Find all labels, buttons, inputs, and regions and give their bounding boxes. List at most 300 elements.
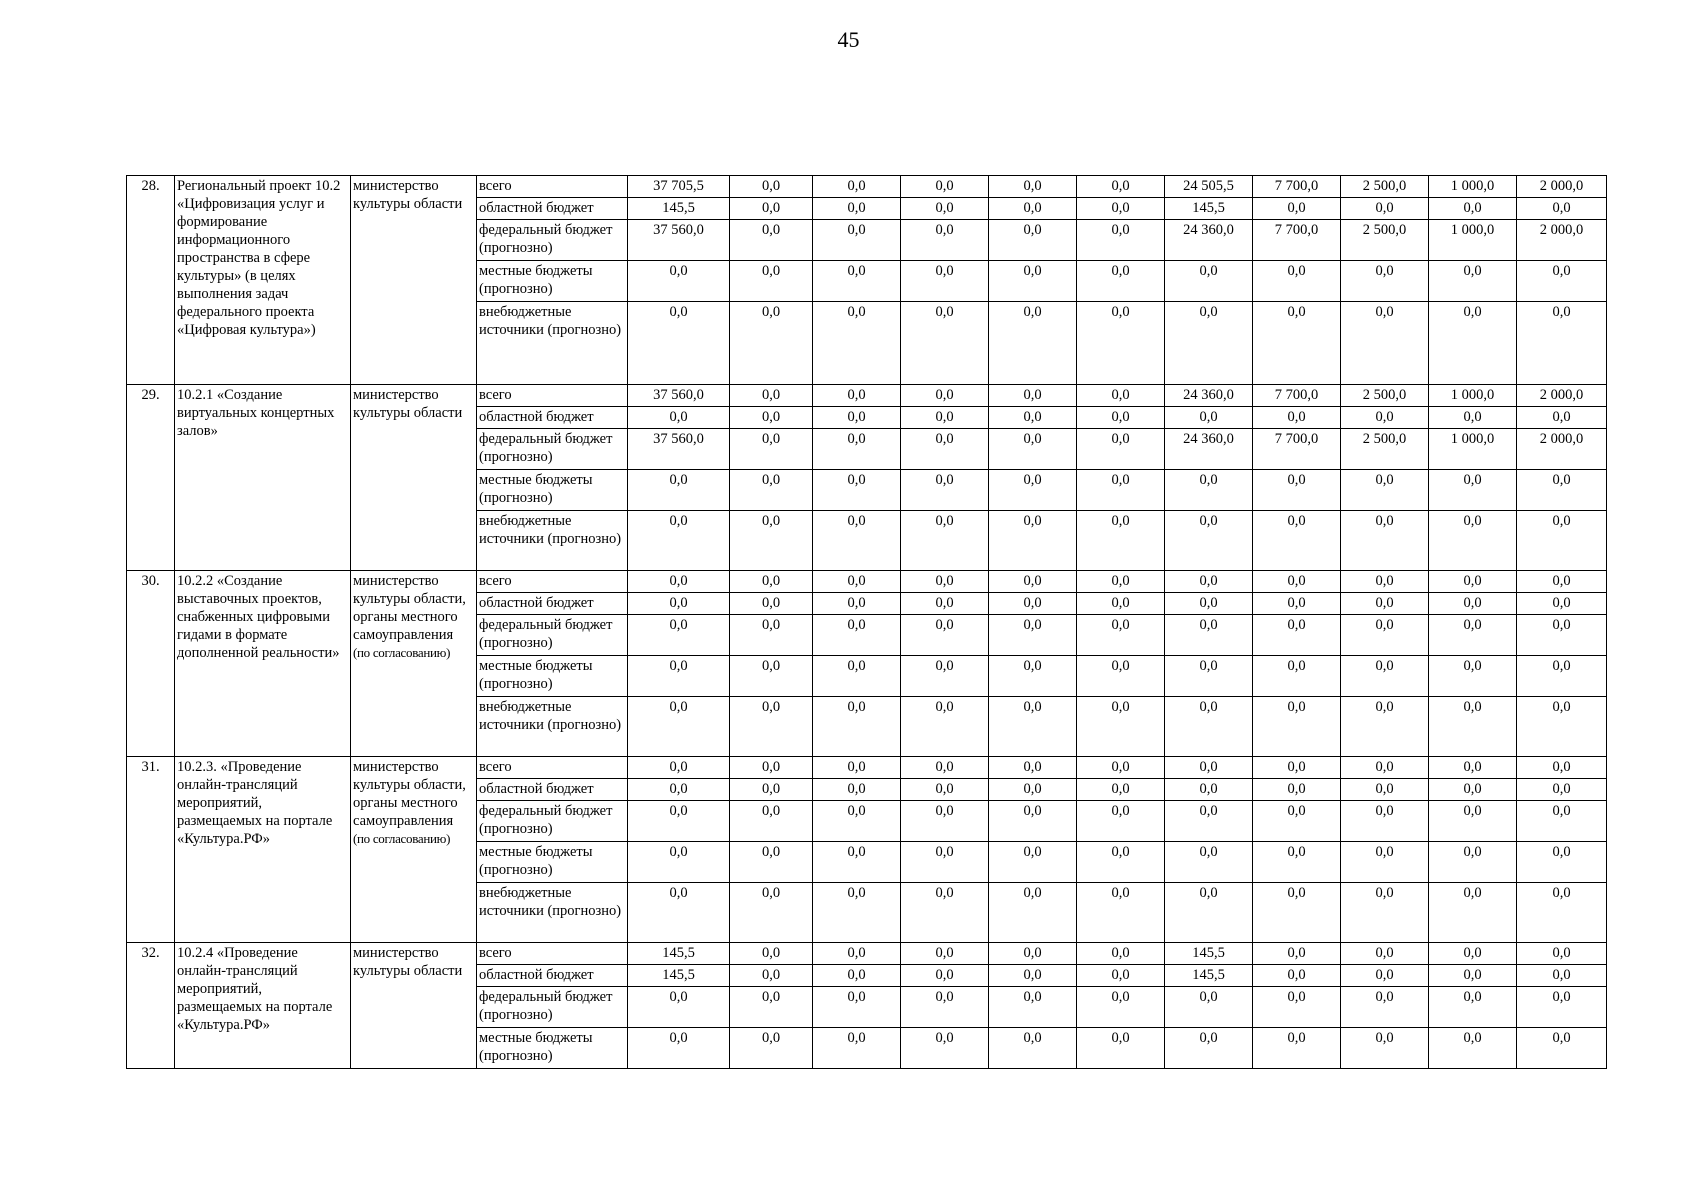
- funding-source: внебюджетные источники (прогнозно): [477, 511, 628, 571]
- funding-value: 0,0: [1077, 385, 1165, 407]
- funding-value: 0,0: [730, 801, 813, 842]
- funding-value: 7 700,0: [1253, 176, 1341, 198]
- funding-value: 0,0: [730, 176, 813, 198]
- funding-value: 0,0: [628, 407, 730, 429]
- funding-value: 0,0: [989, 261, 1077, 302]
- funding-source: всего: [477, 571, 628, 593]
- funding-value: 0,0: [730, 697, 813, 757]
- funding-value: 0,0: [730, 198, 813, 220]
- funding-value: 0,0: [1341, 965, 1429, 987]
- funding-value: 0,0: [1253, 697, 1341, 757]
- funding-value: 0,0: [628, 593, 730, 615]
- funding-value: 0,0: [1341, 801, 1429, 842]
- funding-value: 0,0: [901, 302, 989, 385]
- funding-value: 0,0: [1077, 220, 1165, 261]
- funding-value: 0,0: [901, 220, 989, 261]
- funding-value: 0,0: [901, 593, 989, 615]
- funding-value: 0,0: [1517, 1028, 1607, 1069]
- funding-value: 0,0: [730, 757, 813, 779]
- funding-value: 0,0: [1165, 1028, 1253, 1069]
- funding-value: 0,0: [1253, 943, 1341, 965]
- funding-value: 0,0: [1341, 883, 1429, 943]
- funding-source: федеральный бюджет (прогнозно): [477, 987, 628, 1028]
- funding-value: 0,0: [901, 261, 989, 302]
- funding-value: 0,0: [989, 470, 1077, 511]
- funding-value: 0,0: [730, 987, 813, 1028]
- funding-value: 0,0: [989, 302, 1077, 385]
- funding-value: 0,0: [1341, 261, 1429, 302]
- funding-value: 0,0: [730, 656, 813, 697]
- funding-value: 0,0: [1517, 842, 1607, 883]
- funding-value: 0,0: [989, 697, 1077, 757]
- funding-value: 0,0: [628, 571, 730, 593]
- funding-value: 0,0: [989, 220, 1077, 261]
- funding-value: 0,0: [989, 943, 1077, 965]
- funding-source: федеральный бюджет (прогнозно): [477, 801, 628, 842]
- funding-value: 0,0: [989, 198, 1077, 220]
- funding-value: 0,0: [1165, 656, 1253, 697]
- funding-value: 0,0: [901, 779, 989, 801]
- funding-source: местные бюджеты (прогнозно): [477, 470, 628, 511]
- funding-value: 0,0: [1341, 656, 1429, 697]
- item-number: 31.: [127, 757, 175, 943]
- funding-value: 0,0: [813, 842, 901, 883]
- funding-value: 0,0: [628, 779, 730, 801]
- table-row: [127, 757, 1607, 779]
- funding-value: 0,0: [1429, 943, 1517, 965]
- funding-value: 145,5: [1165, 198, 1253, 220]
- funding-value: 0,0: [1077, 511, 1165, 571]
- funding-value: 0,0: [901, 801, 989, 842]
- funding-value: 0,0: [1429, 470, 1517, 511]
- funding-value: 0,0: [989, 615, 1077, 656]
- funding-value: 0,0: [1077, 198, 1165, 220]
- funding-value: 0,0: [813, 176, 901, 198]
- funding-value: 1 000,0: [1429, 429, 1517, 470]
- funding-source: всего: [477, 176, 628, 198]
- funding-value: 0,0: [730, 615, 813, 656]
- funding-value: 0,0: [989, 779, 1077, 801]
- funding-value: 0,0: [1253, 571, 1341, 593]
- funding-value: 0,0: [813, 470, 901, 511]
- item-number: 28.: [127, 176, 175, 385]
- funding-value: 0,0: [1253, 1028, 1341, 1069]
- responsible-note: (по согласованию): [353, 831, 451, 846]
- funding-value: 0,0: [989, 593, 1077, 615]
- funding-value: 0,0: [628, 1028, 730, 1069]
- funding-value: 0,0: [1253, 511, 1341, 571]
- funding-value: 0,0: [1077, 943, 1165, 965]
- funding-value: 0,0: [989, 656, 1077, 697]
- funding-value: 0,0: [730, 593, 813, 615]
- funding-value: 0,0: [730, 302, 813, 385]
- funding-value: 0,0: [628, 511, 730, 571]
- funding-value: 0,0: [901, 757, 989, 779]
- funding-value: 0,0: [1077, 470, 1165, 511]
- funding-value: 0,0: [730, 407, 813, 429]
- funding-value: 0,0: [813, 1028, 901, 1069]
- funding-value: 0,0: [1165, 779, 1253, 801]
- funding-source: местные бюджеты (прогнозно): [477, 1028, 628, 1069]
- funding-value: 0,0: [1165, 842, 1253, 883]
- funding-value: 37 560,0: [628, 429, 730, 470]
- funding-value: 0,0: [813, 801, 901, 842]
- funding-value: 145,5: [1165, 943, 1253, 965]
- funding-value: 0,0: [1077, 593, 1165, 615]
- funding-value: 0,0: [989, 987, 1077, 1028]
- funding-value: 0,0: [628, 883, 730, 943]
- responsible-executor: [351, 385, 477, 571]
- funding-value: 0,0: [1077, 842, 1165, 883]
- funding-value: 37 560,0: [628, 385, 730, 407]
- funding-value: 0,0: [1517, 656, 1607, 697]
- funding-value: 0,0: [1429, 842, 1517, 883]
- funding-value: 24 360,0: [1165, 385, 1253, 407]
- funding-value: 0,0: [813, 615, 901, 656]
- funding-value: 1 000,0: [1429, 385, 1517, 407]
- funding-value: 0,0: [628, 261, 730, 302]
- funding-value: 0,0: [989, 176, 1077, 198]
- funding-value: 0,0: [989, 511, 1077, 571]
- funding-value: 0,0: [1165, 511, 1253, 571]
- responsible-text: министерство культуры области: [353, 945, 463, 979]
- funding-source: всего: [477, 757, 628, 779]
- funding-value: 0,0: [901, 429, 989, 470]
- funding-value: 0,0: [628, 697, 730, 757]
- funding-value: 0,0: [1077, 801, 1165, 842]
- responsible-text: министерство культуры области: [353, 178, 463, 212]
- activity-name: 10.2.4 «Проведение онлайн-трансляций мероприятий, размещаемых на портале «Культура.РФ»: [175, 943, 351, 1069]
- funding-value: 0,0: [1253, 302, 1341, 385]
- funding-value: 0,0: [730, 220, 813, 261]
- funding-value: 0,0: [1429, 1028, 1517, 1069]
- funding-value: 2 500,0: [1341, 176, 1429, 198]
- funding-source: местные бюджеты (прогнозно): [477, 842, 628, 883]
- funding-value: 0,0: [1517, 757, 1607, 779]
- funding-value: 0,0: [1165, 571, 1253, 593]
- activity-name: Региональный проект 10.2 «Цифровизация услуг и формирование информационного пространства в сфере культуры» (в целях выполнения задач федерального проекта «Цифровая культура»): [175, 176, 351, 385]
- funding-value: 0,0: [813, 571, 901, 593]
- funding-value: 0,0: [1253, 883, 1341, 943]
- funding-source: федеральный бюджет (прогнозно): [477, 220, 628, 261]
- funding-value: 0,0: [1165, 261, 1253, 302]
- table-row: [127, 571, 1607, 593]
- funding-value: 0,0: [1077, 571, 1165, 593]
- funding-value: 0,0: [1077, 883, 1165, 943]
- funding-value: 0,0: [1253, 593, 1341, 615]
- funding-value: 2 000,0: [1517, 429, 1607, 470]
- funding-value: 0,0: [1253, 261, 1341, 302]
- funding-value: 0,0: [1429, 987, 1517, 1028]
- funding-source: областной бюджет: [477, 593, 628, 615]
- funding-value: 0,0: [1517, 511, 1607, 571]
- funding-value: 0,0: [1429, 779, 1517, 801]
- funding-value: 145,5: [628, 943, 730, 965]
- funding-value: 2 500,0: [1341, 385, 1429, 407]
- funding-value: 24 360,0: [1165, 429, 1253, 470]
- funding-value: 0,0: [628, 801, 730, 842]
- funding-value: 0,0: [1341, 757, 1429, 779]
- funding-value: 0,0: [1341, 407, 1429, 429]
- funding-source: местные бюджеты (прогнозно): [477, 656, 628, 697]
- funding-value: 0,0: [1517, 302, 1607, 385]
- funding-value: 0,0: [730, 842, 813, 883]
- funding-value: 0,0: [1077, 302, 1165, 385]
- item-number: 32.: [127, 943, 175, 1069]
- funding-source: областной бюджет: [477, 407, 628, 429]
- funding-value: 0,0: [813, 198, 901, 220]
- responsible-text: министерство культуры области: [353, 387, 463, 421]
- funding-source: внебюджетные источники (прогнозно): [477, 883, 628, 943]
- item-number: 29.: [127, 385, 175, 571]
- activity-name: 10.2.1 «Создание виртуальных концертных залов»: [175, 385, 351, 571]
- funding-value: 0,0: [989, 407, 1077, 429]
- funding-value: 0,0: [730, 571, 813, 593]
- funding-value: 0,0: [989, 883, 1077, 943]
- funding-value: 145,5: [628, 965, 730, 987]
- funding-value: 0,0: [1165, 697, 1253, 757]
- funding-value: 0,0: [1253, 615, 1341, 656]
- table-body: [127, 176, 1607, 1069]
- funding-value: 0,0: [1341, 615, 1429, 656]
- funding-source: федеральный бюджет (прогнозно): [477, 615, 628, 656]
- funding-value: 0,0: [628, 302, 730, 385]
- funding-value: 0,0: [1429, 883, 1517, 943]
- funding-value: 0,0: [813, 220, 901, 261]
- funding-value: 0,0: [989, 385, 1077, 407]
- funding-value: 0,0: [1341, 198, 1429, 220]
- funding-value: 0,0: [1253, 198, 1341, 220]
- table-row: [127, 385, 1607, 407]
- funding-value: 0,0: [1517, 779, 1607, 801]
- funding-value: 0,0: [1341, 987, 1429, 1028]
- funding-value: 0,0: [1341, 779, 1429, 801]
- funding-value: 0,0: [1341, 302, 1429, 385]
- funding-value: 0,0: [1253, 987, 1341, 1028]
- funding-value: 0,0: [813, 943, 901, 965]
- funding-value: 2 500,0: [1341, 429, 1429, 470]
- funding-value: 24 360,0: [1165, 220, 1253, 261]
- funding-value: 0,0: [730, 511, 813, 571]
- funding-value: 0,0: [1429, 965, 1517, 987]
- funding-value: 0,0: [1253, 965, 1341, 987]
- funding-value: 0,0: [1517, 697, 1607, 757]
- funding-value: 0,0: [1341, 571, 1429, 593]
- funding-value: 0,0: [1517, 965, 1607, 987]
- funding-value: 145,5: [1165, 965, 1253, 987]
- funding-value: 0,0: [813, 883, 901, 943]
- funding-value: 2 000,0: [1517, 220, 1607, 261]
- funding-value: 0,0: [1341, 697, 1429, 757]
- funding-value: 0,0: [901, 385, 989, 407]
- funding-value: 0,0: [901, 176, 989, 198]
- funding-value: 0,0: [1341, 511, 1429, 571]
- funding-value: 0,0: [1429, 697, 1517, 757]
- funding-value: 0,0: [1517, 801, 1607, 842]
- funding-value: 0,0: [1429, 407, 1517, 429]
- funding-value: 0,0: [1517, 883, 1607, 943]
- funding-value: 0,0: [1077, 176, 1165, 198]
- funding-value: 0,0: [989, 842, 1077, 883]
- funding-source: федеральный бюджет (прогнозно): [477, 429, 628, 470]
- funding-value: 0,0: [901, 697, 989, 757]
- funding-value: 0,0: [813, 593, 901, 615]
- funding-value: 2 000,0: [1517, 176, 1607, 198]
- funding-value: 0,0: [1429, 593, 1517, 615]
- funding-value: 0,0: [1429, 511, 1517, 571]
- table-row: [127, 943, 1607, 965]
- funding-value: 0,0: [628, 615, 730, 656]
- activity-name: 10.2.2 «Создание выставочных проектов, снабженных цифровыми гидами в формате дополненной реальности»: [175, 571, 351, 757]
- funding-source: областной бюджет: [477, 198, 628, 220]
- funding-value: 0,0: [813, 385, 901, 407]
- funding-source: внебюджетные источники (прогнозно): [477, 697, 628, 757]
- table-row: [127, 176, 1607, 198]
- funding-value: 0,0: [901, 198, 989, 220]
- funding-value: 0,0: [901, 571, 989, 593]
- funding-value: 0,0: [1077, 407, 1165, 429]
- funding-value: 0,0: [1253, 656, 1341, 697]
- funding-value: 0,0: [1429, 571, 1517, 593]
- funding-value: 0,0: [901, 1028, 989, 1069]
- funding-value: 0,0: [813, 511, 901, 571]
- funding-value: 0,0: [1341, 593, 1429, 615]
- funding-value: 0,0: [730, 1028, 813, 1069]
- funding-value: 0,0: [901, 511, 989, 571]
- funding-value: 0,0: [813, 697, 901, 757]
- funding-value: 7 700,0: [1253, 220, 1341, 261]
- funding-value: 0,0: [1165, 470, 1253, 511]
- funding-value: 0,0: [628, 987, 730, 1028]
- funding-value: 0,0: [901, 883, 989, 943]
- funding-value: 2 000,0: [1517, 385, 1607, 407]
- funding-value: 0,0: [1517, 261, 1607, 302]
- funding-value: 0,0: [901, 656, 989, 697]
- funding-value: 0,0: [1429, 801, 1517, 842]
- funding-value: 0,0: [1077, 779, 1165, 801]
- page-number: 45: [837, 27, 860, 52]
- funding-value: 0,0: [1517, 407, 1607, 429]
- funding-value: 0,0: [1341, 943, 1429, 965]
- funding-source: областной бюджет: [477, 779, 628, 801]
- funding-source: всего: [477, 943, 628, 965]
- funding-value: 0,0: [1517, 987, 1607, 1028]
- funding-value: 0,0: [901, 615, 989, 656]
- funding-value: 0,0: [989, 429, 1077, 470]
- funding-value: 0,0: [1429, 656, 1517, 697]
- funding-value: 0,0: [813, 656, 901, 697]
- funding-value: 0,0: [1429, 261, 1517, 302]
- funding-value: 1 000,0: [1429, 220, 1517, 261]
- funding-value: 0,0: [1077, 261, 1165, 302]
- funding-value: 0,0: [901, 943, 989, 965]
- funding-value: 0,0: [989, 801, 1077, 842]
- funding-value: 0,0: [989, 965, 1077, 987]
- responsible-executor: [351, 757, 477, 943]
- funding-source: внебюджетные источники (прогнозно): [477, 302, 628, 385]
- funding-value: 0,0: [730, 429, 813, 470]
- funding-value: 0,0: [1165, 407, 1253, 429]
- funding-value: 145,5: [628, 198, 730, 220]
- funding-value: 0,0: [1429, 615, 1517, 656]
- funding-value: 0,0: [1077, 965, 1165, 987]
- responsible-executor: [351, 571, 477, 757]
- funding-value: 37 705,5: [628, 176, 730, 198]
- funding-value: 0,0: [1077, 429, 1165, 470]
- funding-value: 0,0: [1165, 883, 1253, 943]
- funding-value: 0,0: [730, 470, 813, 511]
- funding-source: всего: [477, 385, 628, 407]
- funding-value: 0,0: [1253, 470, 1341, 511]
- funding-value: 0,0: [1165, 801, 1253, 842]
- funding-value: 0,0: [1077, 697, 1165, 757]
- funding-value: 0,0: [1253, 757, 1341, 779]
- funding-value: 0,0: [730, 943, 813, 965]
- funding-value: 0,0: [1429, 198, 1517, 220]
- funding-value: 0,0: [730, 261, 813, 302]
- funding-value: 1 000,0: [1429, 176, 1517, 198]
- funding-value: 0,0: [730, 965, 813, 987]
- funding-value: 0,0: [1077, 1028, 1165, 1069]
- funding-value: 37 560,0: [628, 220, 730, 261]
- funding-value: 0,0: [1341, 470, 1429, 511]
- responsible-executor: [351, 943, 477, 1069]
- funding-value: 0,0: [1517, 615, 1607, 656]
- funding-value: 0,0: [813, 407, 901, 429]
- item-number: 30.: [127, 571, 175, 757]
- funding-value: 24 505,5: [1165, 176, 1253, 198]
- funding-value: 0,0: [901, 842, 989, 883]
- funding-value: 0,0: [1077, 615, 1165, 656]
- funding-value: 0,0: [1165, 302, 1253, 385]
- funding-value: 0,0: [1077, 757, 1165, 779]
- funding-value: 2 500,0: [1341, 220, 1429, 261]
- activity-name: 10.2.3. «Проведение онлайн-трансляций мероприятий, размещаемых на портале «Культура.РФ»: [175, 757, 351, 943]
- funding-value: 0,0: [989, 571, 1077, 593]
- funding-value: 0,0: [628, 757, 730, 779]
- funding-value: 0,0: [1165, 593, 1253, 615]
- responsible-executor: [351, 176, 477, 385]
- funding-value: 0,0: [730, 883, 813, 943]
- funding-value: 0,0: [813, 757, 901, 779]
- funding-value: 0,0: [1253, 779, 1341, 801]
- responsible-note: (по согласованию): [353, 645, 451, 660]
- funding-value: 0,0: [1517, 470, 1607, 511]
- funding-source: местные бюджеты (прогнозно): [477, 261, 628, 302]
- funding-value: 0,0: [901, 987, 989, 1028]
- funding-value: 0,0: [628, 656, 730, 697]
- funding-value: 0,0: [1165, 987, 1253, 1028]
- funding-value: 0,0: [1517, 198, 1607, 220]
- funding-value: 0,0: [813, 779, 901, 801]
- responsible-text: министерство культуры области, органы местного самоуправления: [353, 573, 466, 643]
- funding-value: 7 700,0: [1253, 385, 1341, 407]
- funding-value: 0,0: [1253, 801, 1341, 842]
- funding-value: 0,0: [1165, 615, 1253, 656]
- funding-value: 0,0: [628, 842, 730, 883]
- funding-value: 0,0: [1341, 1028, 1429, 1069]
- funding-value: 0,0: [1253, 842, 1341, 883]
- funding-value: 0,0: [1077, 987, 1165, 1028]
- funding-value: 0,0: [813, 302, 901, 385]
- funding-value: 0,0: [1517, 571, 1607, 593]
- funding-value: 0,0: [1429, 757, 1517, 779]
- funding-value: 0,0: [1077, 656, 1165, 697]
- funding-value: 0,0: [813, 965, 901, 987]
- funding-value: 0,0: [813, 261, 901, 302]
- funding-value: 0,0: [1517, 593, 1607, 615]
- funding-value: 0,0: [730, 385, 813, 407]
